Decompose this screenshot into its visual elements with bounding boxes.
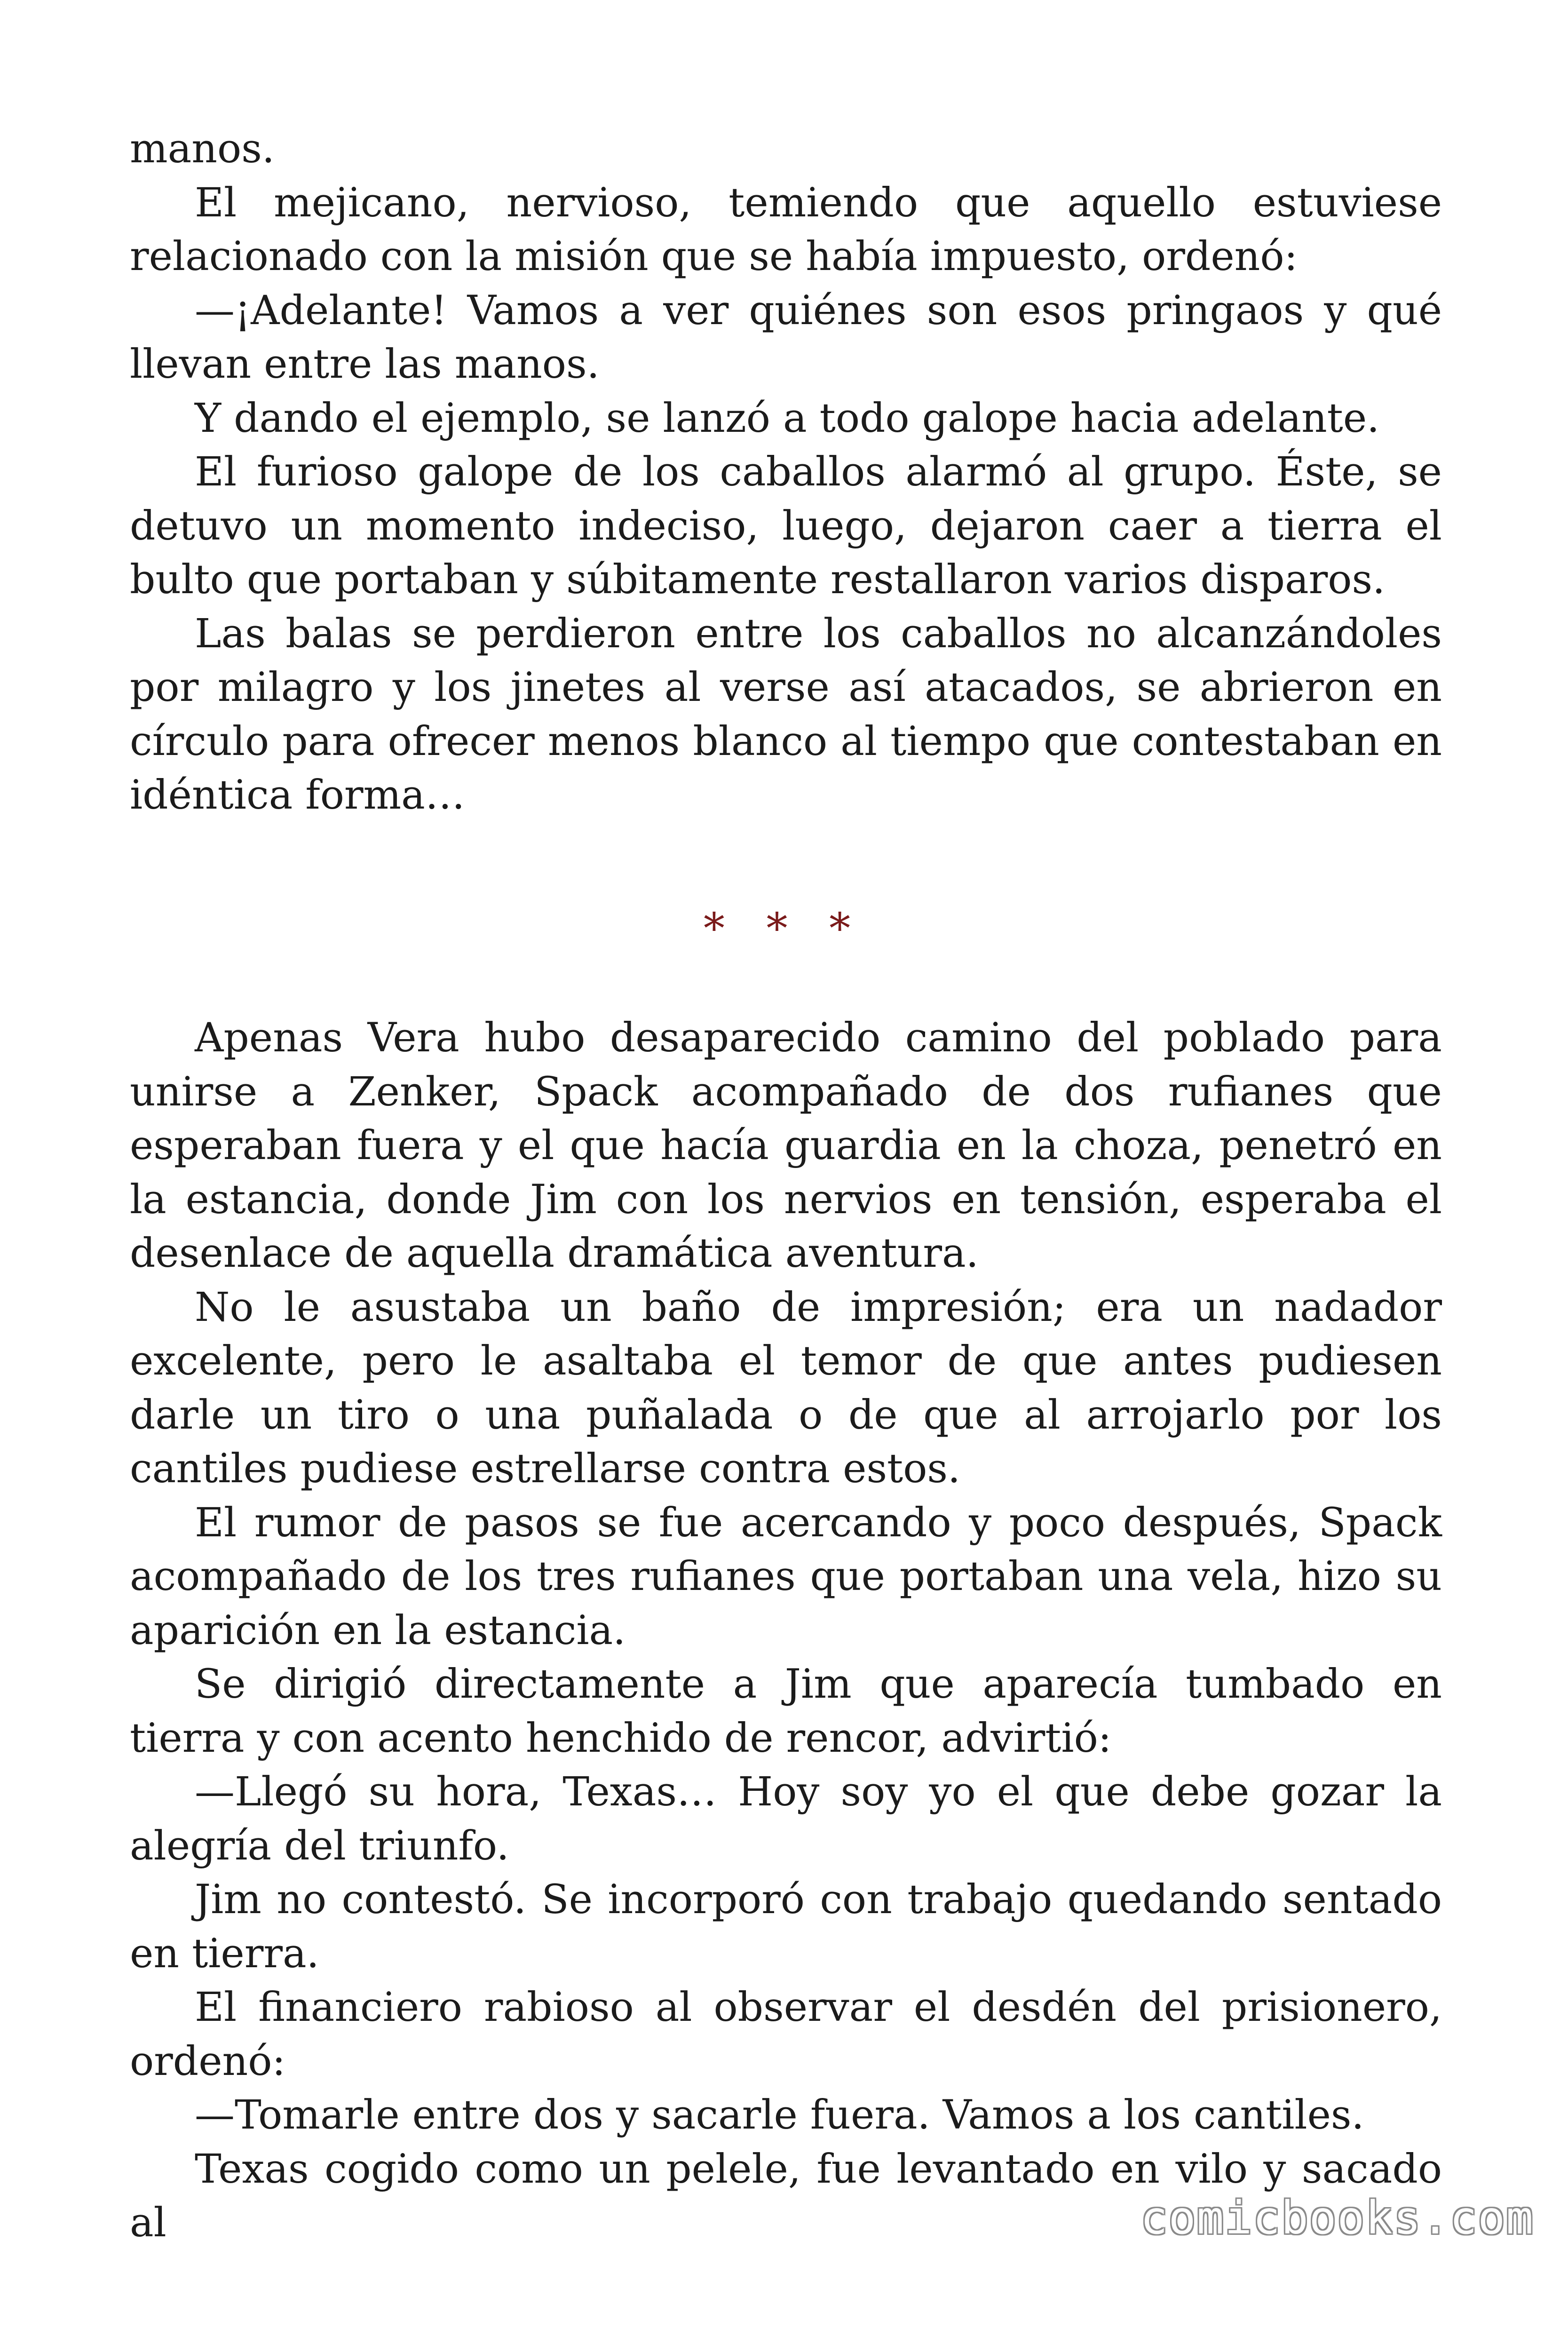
paragraph: El mejicano, nervioso, temiendo que aquello estuviese relacionado con la misión que se había impuesto, ordenó: xyxy=(130,179,1442,280)
text-section-one xyxy=(130,122,1442,823)
paragraph: manos. xyxy=(130,126,275,172)
watermark: comicbooks.com xyxy=(1140,2192,1534,2244)
paragraph: El rumor de pasos se fue acercando y poco después, Spack acompañado de los tres rufianes que portaban una vela, hizo su aparición en la estancia. xyxy=(130,1499,1442,1654)
paragraph: —Llegó su hora, Texas… Hoy soy yo el que debe gozar la alegría del triunfo. xyxy=(130,1769,1442,1869)
paragraph: El furioso galope de los caballos alarmó al grupo. Éste, se detuvo un momento indeciso, luego, dejaron caer a tierra el bulto que portaban y súbitamente restallaron varios disparos. xyxy=(130,449,1442,603)
paragraph: Las balas se perdieron entre los caballos no alcanzándoles por milagro y los jinetes al verse así atacados, se abrieron en círculo para ofrecer menos blanco al tiempo que contestaban en idéntica forma… xyxy=(130,610,1442,818)
paragraph: —Tomarle entre dos y sacarle fuera. Vamos a los cantiles. xyxy=(195,2092,1364,2138)
paragraph: Texas cogido como un pelele, fue levantado en vilo y sacado al xyxy=(130,2145,1442,2246)
paragraph: No le asustaba un baño de impresión; era un nadador excelente, pero le asaltaba el temor de que antes pudiesen darle un tiro o una puñalada o de que al arrojarlo por los cantiles pudiese estrellarse contra estos. xyxy=(130,1284,1442,1492)
paragraph: —¡Adelante! Vamos a ver quiénes son esos pringaos y qué llevan entre las manos. xyxy=(130,287,1442,388)
paragraph: Se dirigió directamente a Jim que aparecía tumbado en tierra y con acento henchido de rencor, advirtió: xyxy=(130,1661,1442,1762)
paragraph: Apenas Vera hubo desaparecido camino del poblado para unirse a Zenker, Spack acompañado de dos rufianes que esperaban fuera y el que hacía guardia en la choza, penetró en la estancia, donde Jim con los nervios en tensión, esperaba el desenlace de aquella dramática aventura. xyxy=(130,1015,1442,1277)
section-separator: * * * xyxy=(703,904,865,954)
paragraph: Y dando el ejemplo, se lanzó a todo galope hacia adelante. xyxy=(195,395,1380,442)
paragraph: Jim no contestó. Se incorporó con trabajo quedando sentado en tierra. xyxy=(130,1876,1442,1977)
text-section-two xyxy=(130,1011,1442,2250)
paragraph: El financiero rabioso al observar el desdén del prisionero, ordenó: xyxy=(130,1984,1442,2085)
